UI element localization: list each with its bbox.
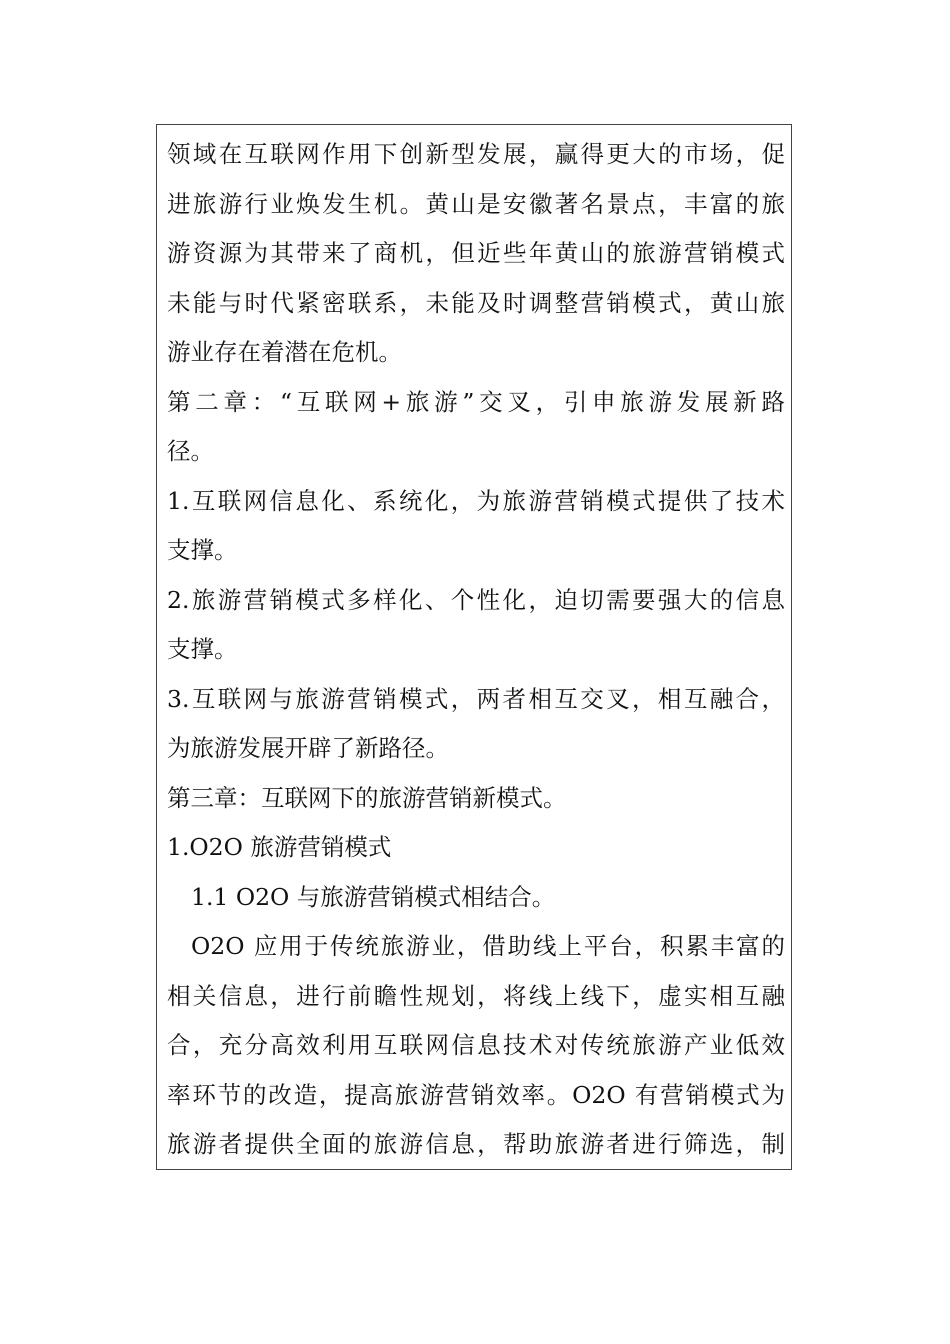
text-line: 游资源为其带来了商机，但近些年黄山的旅游营销模式 bbox=[167, 239, 785, 267]
text-line: 径。 bbox=[167, 437, 214, 465]
text-line: 进旅游行业焕发生机。黄山是安徽著名景点，丰富的旅 bbox=[167, 189, 785, 218]
text-line: 率环节的改造，提高旅游营销效率。O2O 有营销模式为 bbox=[167, 1080, 785, 1109]
text-line: 第二章：“互联网+旅游”交叉，引申旅游发展新路 bbox=[167, 387, 785, 416]
text-line: 2.旅游营销模式多样化、个性化，迫切需要强大的信息 bbox=[167, 585, 785, 614]
text-line: 领域在互联网作用下创新型发展，赢得更大的市场，促 bbox=[167, 140, 785, 168]
text-line: 1.互联网信息化、系统化，为旅游营销模式提供了技术 bbox=[167, 486, 785, 515]
text-line: 相关信息，进行前瞻性规划，将线上线下，虚实相互融 bbox=[167, 981, 785, 1010]
text-line: O2O 应用于传统旅游业，借助线上平台，积累丰富的 bbox=[191, 932, 785, 960]
text-line: 合，充分高效利用互联网信息技术对传统旅游产业低效 bbox=[167, 1031, 785, 1059]
text-line: 为旅游发展开辟了新路径。 bbox=[167, 734, 449, 762]
text-line: 3.互联网与旅游营销模式，两者相互交叉，相互融合， bbox=[167, 684, 785, 713]
document-body bbox=[167, 130, 785, 1170]
text-box bbox=[156, 124, 792, 1170]
text-line: 支撑。 bbox=[167, 536, 238, 564]
text-line: 未能与时代紧密联系，未能及时调整营销模式，黄山旅 bbox=[167, 288, 785, 317]
text-line: 游业存在着潜在危机。 bbox=[167, 338, 402, 366]
text-line: 支撑。 bbox=[167, 635, 238, 663]
text-line: 第三章：互联网下的旅游营销新模式。 bbox=[167, 783, 567, 812]
text-line: 1.1 O2O 与旅游营销模式相结合。 bbox=[191, 882, 556, 911]
text-line: 旅游者提供全面的旅游信息，帮助旅游者进行筛选，制 bbox=[167, 1130, 785, 1158]
text-line: 1.O2O 旅游营销模式 bbox=[167, 833, 392, 861]
